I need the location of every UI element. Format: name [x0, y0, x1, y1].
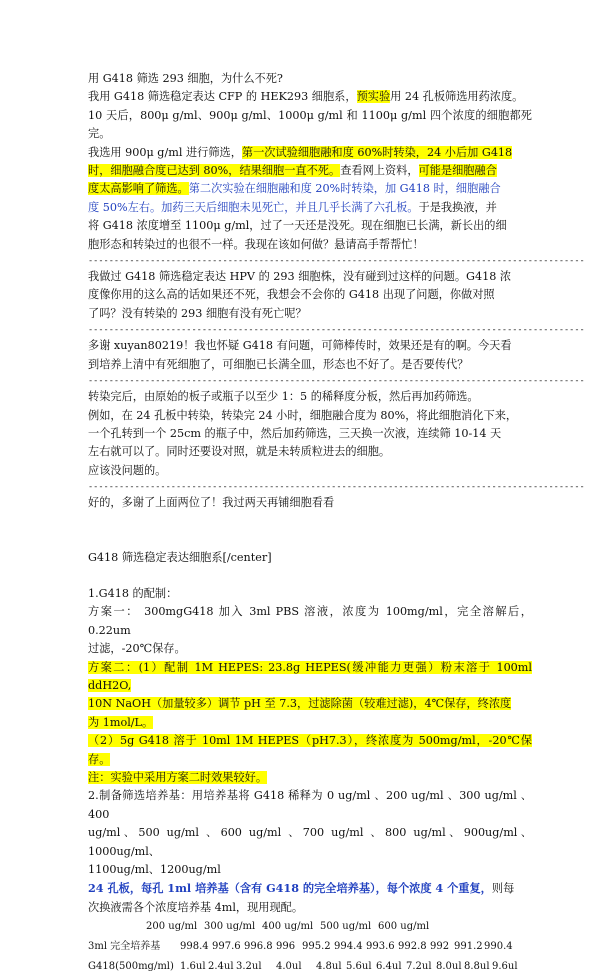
- reply-2: 多谢 xuyan80219！我也怀疑 G418 有问题，可筛棒传时，效果还是有的啊。今天看 到培养上清中有死细胞了，可细胞已长满全皿，形态也不好了。是否要传代？: [88, 339, 512, 371]
- separator-line: ------------------------------------------------------------------------------------------------: [88, 376, 585, 387]
- question-title: 用 G418 筛选 293 细胞，为什么不死?: [88, 72, 283, 85]
- question-body: 我用 G418 筛选稳定表达 CFP 的 HEK293 细胞系，预实验用 24 孔板筛选用药浓度。 10 天后，800μ g/ml、900μ g/ml、1000μ g/ml 和 1100μ g/ml 四个浓度的细胞都死完。 我选用 900μ g/ml 进行筛选，第一次试验细胞融和度 60%时转染，24 小后加 G418 时，细胞融合度已达到 80%，结果细胞一直不死。查看网上资料，可能是细胞融合 度太高影响了筛选。第二次实验在细胞融和度 20%时转染，加 G418 时，细胞融合 度 50%左右。加药三天后细胞未见死亡，并且几乎长满了六孔板。于是我换液，并 将 G418 浓度增至 1100μ g/ml，过了一天还是没死。现在细胞已长满，新长出的细 胞形态和转染过的也很不一样。我现在该如何做？悬请高手帮帮忙！: [88, 90, 532, 251]
- reply-4: 好的，多谢了上面两位了！我过两天再铺细胞看看: [88, 496, 335, 510]
- separator-line: ------------------------------------------------------------------------------------------------: [88, 482, 585, 493]
- document-page: [88, 70, 585, 977]
- reply-3: 转染完后，由原始的板子或瓶子以至少 1：5 的稀释度分板，然后再加药筛选。 例如，在 24 孔板中转染，转染完 24 小时，细胞融合度为 80%，将此细胞消化下来， 一个孔转到一个 25cm 的瓶子中，然后加药筛选，三天换一次液，连续筛 10-14 天 左右就可以了。同时还要设对照，就是未转质粒进去的细胞。 应该没问题的。: [88, 390, 518, 477]
- separator-line: ------------------------------------------------------------------------------------------------: [88, 325, 585, 336]
- section-2-body: 2.制备筛选培养基：用培养基将 G418 稀释为 0 ug/ml 、200 ug/ml 、300 ug/ml 、400 ug/ml、500 ug/ml 、600 ug/ml 、700 ug/ml 、800 ug/ml、900ug/ml、1000ug/ml、 1100ug/ml、1200ug/ml: [88, 789, 532, 877]
- section-2-bold: 24 孔板，每孔 1ml 培养基（含有 G418 的完全培养基），每个浓度 4 个重复，则每 次换液需各个浓度培养基 4ml，现用现配。: [88, 881, 515, 914]
- section-1-plan-1: 方案一： 300mgG418 加入 3ml PBS 溶液，浓度为 100mg/ml，完全溶解后，0.22um 过滤，-20℃保存。: [88, 605, 532, 656]
- reply-1: 我做过 G418 筛选稳定表达 HPV 的 293 细胞株，没有碰到过这样的问题。G418 浓 度像你用的这么高的话如果还不死，我想会不会你的 G418 出现了问题，你做对照 了吗？没有转染的 293 细胞有没有死亡呢？: [88, 270, 512, 320]
- protocol-heading: G418 筛选稳定表达细胞系[/center]: [88, 550, 272, 564]
- section-1-title: 1.G418 的配制：: [88, 586, 178, 600]
- section-1-plan-2: 方案二：(1）配制 1M HEPES: 23.8g HEPES(缓冲能力更强）粉末溶于 100ml ddH2O, 10N NaOH（加量较多）调节 pH 至 7.3，过滤除菌（较难过滤)，4℃保存，终浓度 为 1mol/L。 （2）5g G418 溶于 10ml 1M HEPES（pH7.3），终浓度为 500mg/ml，-20℃保存。 注：实验中采用方案二时效果较好。: [88, 660, 532, 784]
- dilution-table-header: 200 ug/ml 300 ug/ml 400 ug/ml 500 ug/ml 600 ug/ml: [146, 921, 430, 933]
- dilution-table-row-medium: 3ml 完全培养基 998.4 997.6 996.8 996 995.2 994.4 993.6 992.8 992 991.2990.4: [88, 941, 513, 953]
- separator-line: ------------------------------------------------------------------------------------------------: [88, 256, 585, 267]
- dilution-table-row-g418: G418(500mg/ml) 1.6ul 2.4ul 3.2ul 4.0ul 4.8ul 5.6ul 6.4ul 7.2ul 8.0ul 8.8ul 9.6ul: [88, 961, 518, 973]
- dilution-table: [88, 917, 532, 977]
